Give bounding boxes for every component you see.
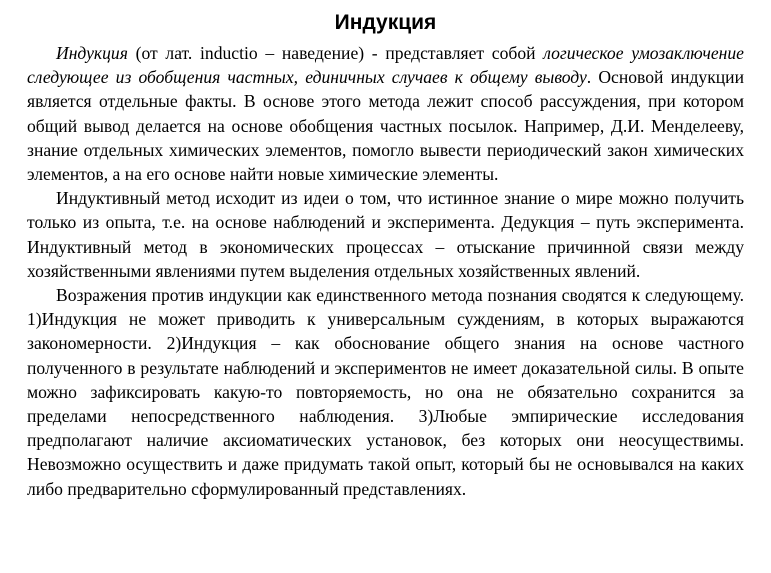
paragraph1-part1: (от лат. inductio – наведение) - представляет собой — [127, 43, 544, 63]
page-title: Индукция — [334, 11, 437, 34]
paragraph-objections: Возражения против индукции как единственного метода познания сводятся к следующему. 1)Индукция не может приводить к универсальным суждениям, в которых выражаются закономерности. 2)Индукция – как обоснование общего знания на основе частного полученного в результате наблюдений и экспериментов не имеет доказательной силы. В опыте можно зафиксировать какую-то повторяемость, но она не обязательно сохранится за пределами непосредственного наблюдения. 3)Любые эмпирические исследования предполагают наличие аксиоматических установок, без которых они неосуществимы. Невозможно осуществить и даже придумать такой опыт, который бы не основывался на каких либо предварительно сформулированный представлениях. — [27, 285, 744, 499]
document-body — [27, 41, 744, 501]
paragraph-inductive-method: Индуктивный метод исходит из идеи о том, что истинное знание о мире можно получить только из опыта, т.е. на основе наблюдений и эксперимента. Дедукция – путь эксперимента. Индуктивный метод в экономических процессах – отыскание причинной связи между хозяйственными явлениями путем выделения отдельных хозяйственных явлений. — [27, 188, 744, 281]
paragraph-induction-definition — [27, 41, 744, 186]
paragraph1-part2: . Основой индукции является отдельные факты. В основе этого метода лежит способ рассуждения, при котором общий вывод делается на основе обобщения частных посылок. Например, Д.И. Менделееву, знание отдельных химических элементов, помогло вывести периодический закон химических элементов, а на его основе найти новые химические элементы. — [27, 67, 744, 185]
definition-text: логическое умозаключение следующее из обобщения частных, единичных случаев к общему выводу — [27, 43, 744, 88]
term-induction: Индукция — [56, 43, 128, 63]
